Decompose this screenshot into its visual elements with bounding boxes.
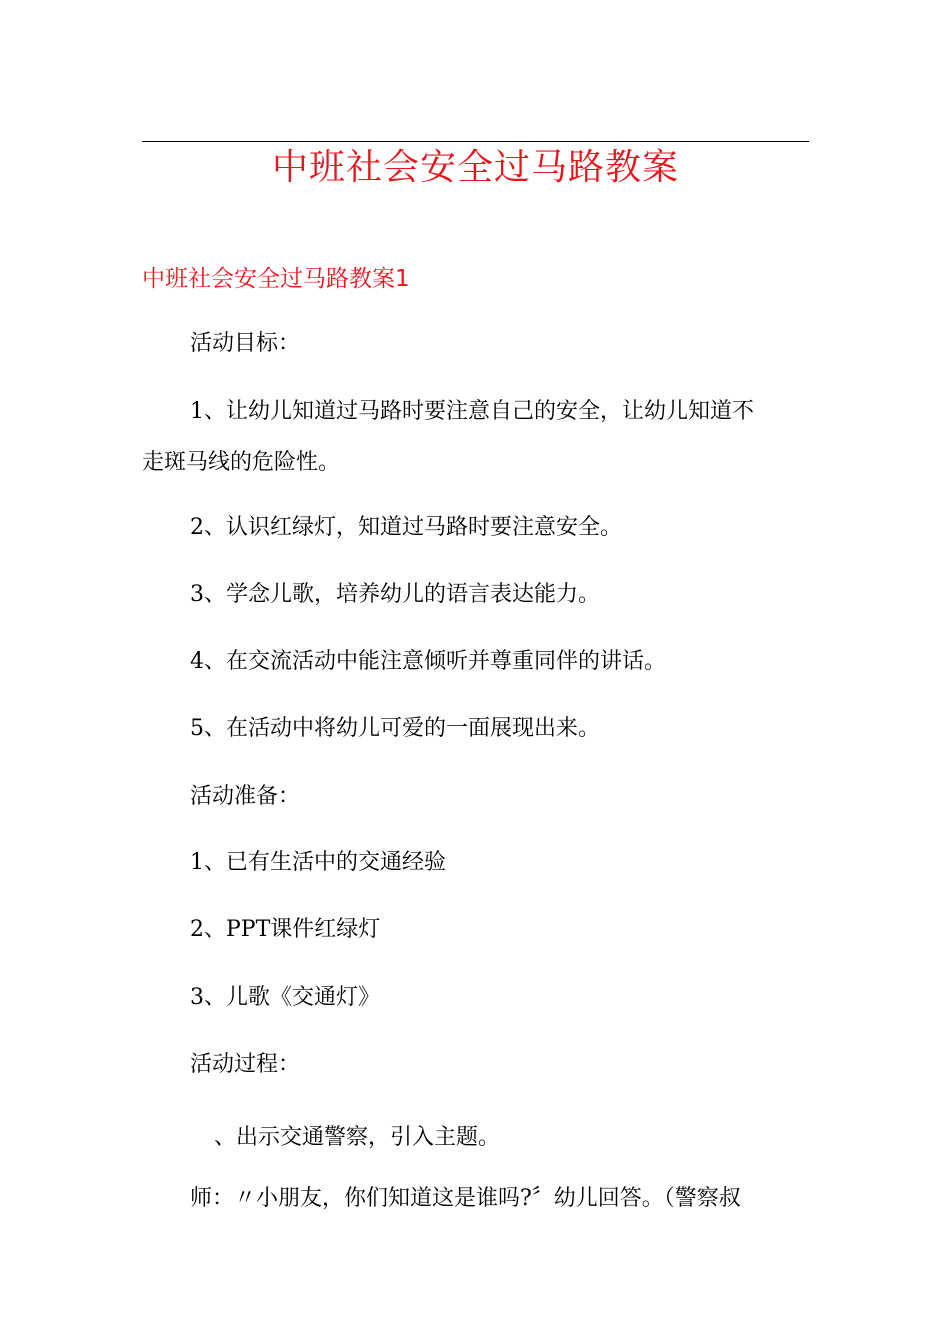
prep-heading: 活动准备： <box>190 784 301 809</box>
goal-item-4: 4、在交流活动中能注意倾听并尊重同伴的讲话。 <box>190 649 666 674</box>
goal-item-2: 2、认识红绿灯，知道过马路时要注意安全。 <box>190 515 622 540</box>
dialogue-line: 师：〃小朋友，你们知道这是谁吗?〞幼儿回答。（警察叔 <box>190 1186 741 1211</box>
prep-item-2: 2、PPT课件红绿灯 <box>190 917 381 942</box>
process-heading: 活动过程： <box>190 1052 301 1077</box>
goal-item-1-continued: 走斑马线的危险性。 <box>142 450 341 475</box>
prep-item-3: 3、儿歌《交通灯》 <box>190 985 380 1010</box>
section-heading: 中班社会安全过马路教案1 <box>142 266 410 292</box>
prep-item-1: 1、已有生活中的交通经验 <box>190 850 446 875</box>
goal-item-5: 5、在活动中将幼儿可爱的一面展现出来。 <box>190 716 600 741</box>
goal-item-3: 3、学念儿歌，培养幼儿的语言表达能力。 <box>190 582 600 607</box>
process-step-1: 、出示交通警察，引入主题。 <box>214 1125 501 1150</box>
goal-item-1: 1、让幼儿知道过马路时要注意自己的安全，让幼儿知道不 <box>190 399 754 424</box>
document-title: 中班社会安全过马路教案 <box>271 147 679 188</box>
goals-heading: 活动目标： <box>190 331 301 356</box>
